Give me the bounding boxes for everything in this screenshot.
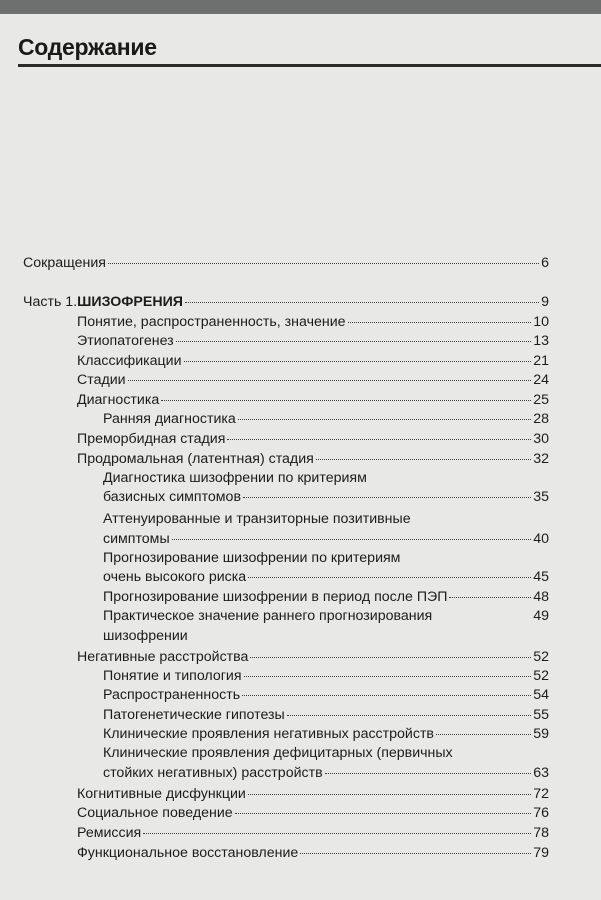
- toc-page-number: 10: [533, 314, 549, 330]
- toc-entry-title: Клинические проявления негативных расстройств: [103, 726, 434, 742]
- toc-entry-typology[interactable]: [103, 667, 549, 685]
- dot-leader: [128, 380, 532, 381]
- dot-leader: [248, 794, 531, 795]
- dot-leader: [248, 577, 531, 578]
- dot-leader: [244, 676, 532, 677]
- toc-entry-practical[interactable]: [103, 607, 549, 625]
- toc-page-number: 79: [533, 845, 549, 861]
- toc-page-number: 52: [533, 668, 549, 684]
- toc-entry-title: Когнитивные дисфункции: [77, 786, 246, 802]
- toc-page-number: 63: [533, 765, 549, 781]
- toc-entry-title: Ремиссия: [77, 825, 142, 841]
- toc-entry-part1[interactable]: [23, 293, 549, 311]
- toc-page-number: 49: [533, 608, 549, 624]
- toc-entry-title: Стадии: [77, 372, 126, 388]
- toc-entry-title: Распространенность: [103, 687, 241, 703]
- dot-leader: [184, 361, 532, 362]
- toc-entry-title: Практическое значение раннего прогнозирования: [103, 608, 433, 624]
- dot-leader: [185, 302, 539, 303]
- toc-entry-diagnostics[interactable]: [77, 391, 549, 409]
- toc-entry-high-risk[interactable]: [103, 568, 549, 586]
- toc-page-number: 13: [533, 333, 549, 349]
- toc-page-number: 25: [533, 392, 549, 408]
- toc-entry-negative[interactable]: [77, 648, 549, 666]
- toc-page-number: 6: [541, 255, 549, 271]
- dot-leader: [436, 734, 531, 735]
- dot-leader: [172, 539, 532, 540]
- toc-entry-title: стойких негативных) расстройств: [103, 765, 323, 781]
- dot-leader: [235, 813, 532, 814]
- toc-entry-cognitive[interactable]: [77, 785, 549, 803]
- dot-leader: [348, 322, 532, 323]
- toc-page-number: 72: [533, 786, 549, 802]
- toc-entry-title: базисных симптомов: [103, 489, 241, 505]
- toc-entry-title: Сокращения: [23, 255, 106, 271]
- toc-entry-basis[interactable]: [103, 488, 549, 506]
- part-title: ШИЗОФРЕНИЯ: [77, 294, 183, 310]
- toc-entry-abbreviations[interactable]: [23, 254, 549, 272]
- toc-page-number: 48: [533, 589, 549, 605]
- toc-page-number: 24: [533, 372, 549, 388]
- toc-page-number: 30: [533, 431, 549, 447]
- dot-leader: [449, 597, 531, 598]
- toc-entry-title: Патогенетические гипотезы: [103, 707, 285, 723]
- toc-page-number: 76: [533, 805, 549, 821]
- dot-leader: [227, 439, 531, 440]
- dot-leader: [143, 833, 531, 834]
- toc-page-number: 40: [533, 531, 549, 547]
- dot-leader: [300, 853, 531, 854]
- dot-leader: [287, 715, 531, 716]
- toc-entry-remission[interactable]: [77, 824, 549, 842]
- toc-entry-recovery[interactable]: [77, 844, 549, 862]
- toc-entry-title: Понятие и типология: [103, 668, 242, 684]
- toc-entry-early-diagnostics[interactable]: [103, 410, 549, 428]
- toc-entry-deficit-line1[interactable]: Клинические проявления дефицитарных (первичных: [103, 745, 453, 761]
- dot-leader: [238, 419, 531, 420]
- toc-entry-high-risk-line1[interactable]: Прогнозирование шизофрении по критериям: [103, 550, 401, 566]
- toc-entry-attenuated[interactable]: [103, 530, 549, 548]
- dot-leader: [242, 695, 531, 696]
- toc-entry-title: симптомы: [103, 531, 170, 547]
- toc-entry-basis-line1[interactable]: Диагностика шизофрении по критериям: [103, 470, 367, 486]
- toc-entry-attenuated-line1[interactable]: Аттенуированные и транзиторные позитивные: [103, 511, 411, 527]
- toc-page-number: 28: [533, 411, 549, 427]
- dot-leader: [250, 657, 531, 658]
- toc-entry-title: Прогнозирование шизофрении в период после ПЭП: [103, 589, 448, 605]
- toc-entry-title: Понятие, распространенность, значение: [77, 314, 346, 330]
- toc-entry-etiopathogenesis[interactable]: [77, 332, 549, 350]
- toc-page-number: 55: [533, 707, 549, 723]
- toc-entry-title: [23, 293, 183, 311]
- toc-entry-title: Продромальная (латентная) стадия: [77, 451, 314, 467]
- toc-page-number: 78: [533, 825, 549, 841]
- toc-entry-concept[interactable]: [77, 313, 549, 331]
- toc-page-number: 54: [533, 687, 549, 703]
- toc-entry-title: Ранняя диагностика: [103, 411, 236, 427]
- dot-leader: [108, 263, 539, 264]
- toc-entry-social[interactable]: [77, 804, 549, 822]
- page-title: Содержание: [18, 34, 157, 60]
- toc-entry-deficit[interactable]: [103, 764, 549, 782]
- toc-entry-prodromal[interactable]: [77, 450, 549, 468]
- toc-entry-title: Этиопатогенез: [77, 333, 174, 349]
- toc-entry-after-pep[interactable]: [103, 588, 549, 606]
- toc-entry-clinical-negative[interactable]: [103, 725, 549, 743]
- dot-leader: [243, 497, 531, 498]
- toc-page-number: 32: [533, 451, 549, 467]
- dot-leader: [176, 341, 532, 342]
- dot-leader: [325, 773, 532, 774]
- dot-leader: [316, 459, 531, 460]
- toc-entry-stages[interactable]: [77, 371, 549, 389]
- dot-leader: [161, 400, 531, 401]
- toc-entry-practical-line2[interactable]: шизофрении: [103, 628, 188, 644]
- toc-page-number: 35: [533, 489, 549, 505]
- toc-entry-title: Преморбидная стадия: [77, 431, 226, 447]
- toc-page-number: 59: [533, 726, 549, 742]
- toc-entry-title: очень высокого риска: [103, 569, 247, 585]
- toc-page-number: 52: [533, 649, 549, 665]
- toc-entry-classifications[interactable]: [77, 352, 549, 370]
- toc-entry-title: Негативные расстройства: [77, 649, 249, 665]
- toc-entry-title: Функциональное восстановление: [77, 845, 299, 861]
- toc-entry-premorbid[interactable]: [77, 430, 549, 448]
- toc-page-number: 21: [533, 353, 549, 369]
- toc-entry-title: Диагностика: [77, 392, 160, 408]
- toc-page-number: 9: [541, 294, 549, 310]
- part-label: Часть 1.: [23, 294, 78, 310]
- toc-entry-prevalence[interactable]: [103, 686, 549, 704]
- toc-entry-hypotheses[interactable]: [103, 706, 549, 724]
- toc-page-number: 45: [533, 569, 549, 585]
- toc-entry-title: Классификации: [77, 353, 182, 369]
- toc-entry-title: Социальное поведение: [77, 805, 233, 821]
